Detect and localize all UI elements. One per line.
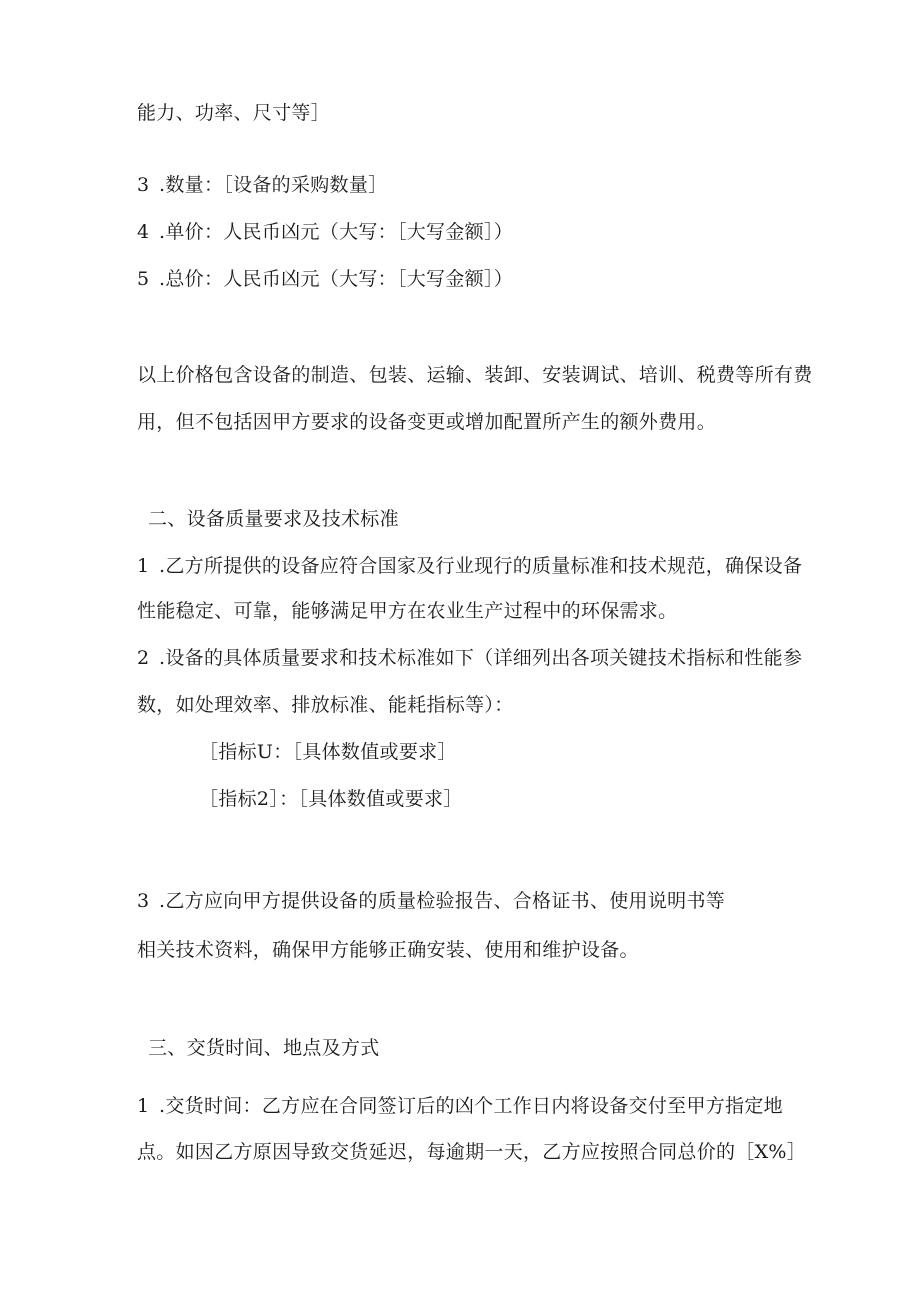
indicator-2: ［指标2］：［具体数值或要求］ (199, 788, 463, 810)
section2-item3 (137, 888, 725, 914)
item-text: .单价：人民币凶元（大写：［大写金额］） (159, 221, 514, 243)
continuation-line: 能力、功率、尺寸等］ (137, 102, 331, 124)
price-note-line1: 以上价格包含设备的制造、包装、运输、装卸、安装调试、培训、税费等所有费 (137, 364, 813, 386)
price-note-line2: 用，但不包括因甲方要求的设备变更或增加配置所产生的额外费用。 (137, 411, 717, 433)
indicator-1: ［指标U：［具体数值或要求］ (199, 741, 457, 763)
section3-item1 (137, 1093, 783, 1119)
item-text: .设备的具体质量要求和技术标准如下（详细列出各项关键技术指标和性能参 (159, 647, 803, 669)
item-number: 1 (137, 555, 150, 577)
item-number: 5 (137, 268, 150, 290)
section2-heading: 二、设备质量要求及技术标准 (148, 508, 399, 530)
section3-item1-cont: 点。如因乙方原因导致交货延迟，每逾期一天，乙方应按照合同总价的［X%］ (137, 1141, 807, 1163)
item-number: 3 (137, 890, 150, 912)
section2-item2-cont: 数，如处理效率、排放标准、能耗指标等）： (137, 694, 514, 716)
item-text: .数量：［设备的采购数量］ (159, 174, 388, 196)
spec-item-total-price (137, 266, 513, 292)
item-text: .交货时间：乙方应在合同签订后的凶个工作日内将设备交付至甲方指定地 (159, 1095, 783, 1117)
item-text: .乙方应向甲方提供设备的质量检验报告、合格证书、使用说明书等 (159, 890, 726, 912)
section2-item2 (137, 645, 802, 671)
section2-item1 (137, 553, 802, 579)
section2-item3-cont: 相关技术资料，确保甲方能够正确安装、使用和维护设备。 (137, 939, 639, 961)
item-text: .总价：人民币凶元（大写：［大写金额］） (159, 268, 514, 290)
item-text: .乙方所提供的设备应符合国家及行业现行的质量标准和技术规范，确保设备 (159, 555, 803, 577)
section3-heading: 三、交货时间、地点及方式 (148, 1037, 380, 1059)
section2-item1-cont: 性能稳定、可靠，能够满足甲方在农业生产过程中的环保需求。 (137, 600, 678, 622)
spec-item-unit-price (137, 219, 513, 245)
item-number: 1 (137, 1095, 150, 1117)
spec-item-quantity (137, 172, 387, 198)
item-number: 3 (137, 174, 150, 196)
item-number: 4 (137, 221, 150, 243)
item-number: 2 (137, 647, 150, 669)
